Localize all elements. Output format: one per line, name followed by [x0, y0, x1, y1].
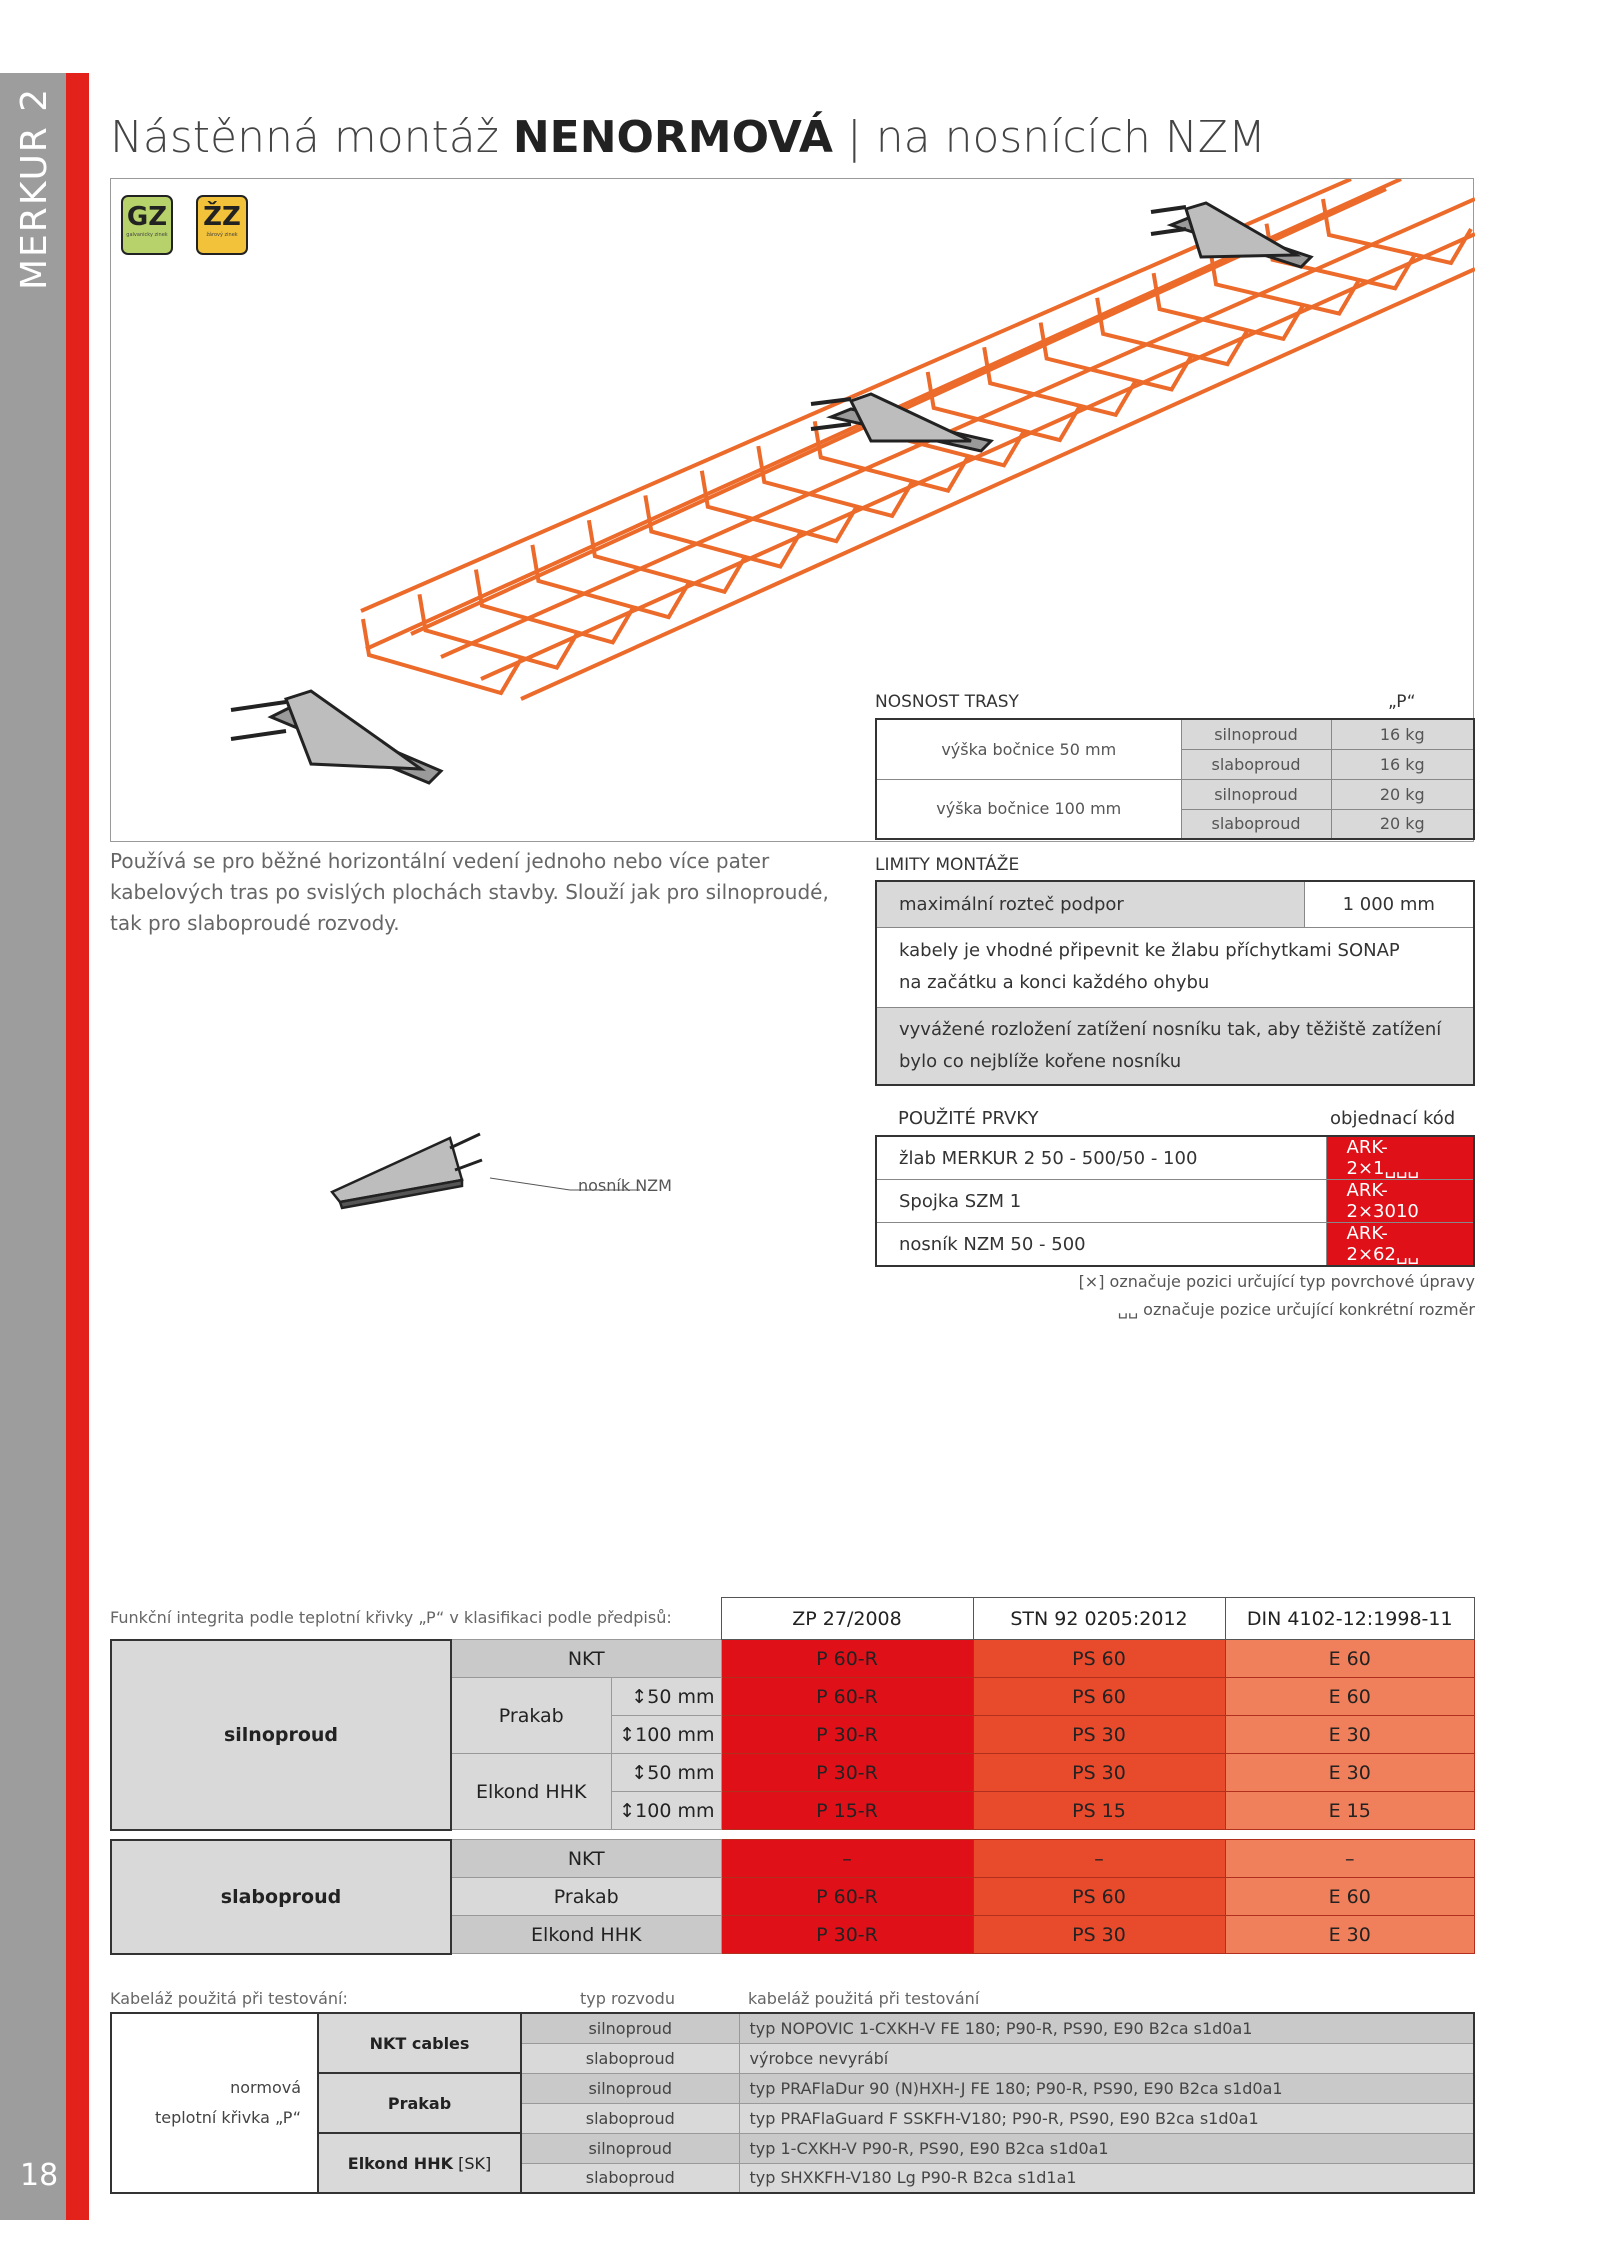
fi-value: P 60-R: [721, 1678, 973, 1716]
fi-value: E 30: [1225, 1716, 1475, 1754]
cab-cable: Prakab: [318, 2073, 521, 2133]
intro-text: Používá se pro běžné horizontální vedení jednoho nebo více pater kabelových tras po svislých plochách stavby. Slouží jak pro silnoproudé, tak pro slaboproudé rozvody.: [110, 849, 829, 935]
fi-value: –: [1225, 1840, 1475, 1878]
title-bold: NENORMOVÁ: [512, 112, 833, 163]
note-dimension: ␣␣ označuje pozice určující konkrétní rozměr: [1117, 1300, 1475, 1319]
nosnost-value: 16 kg: [1331, 749, 1474, 779]
sidebar: [0, 73, 66, 2220]
nosnik-illustration: [330, 1130, 690, 1210]
cab-desc: typ PRAFlaGuard F SSKFH-V180; P90-R, PS90, E90 B2ca s1d0a1: [739, 2103, 1474, 2133]
cab-type: silnoproud: [521, 2073, 739, 2103]
fi-value: PS 30: [973, 1754, 1225, 1792]
fi-value: P 60-R: [721, 1640, 973, 1678]
badge-gz-code: GZ: [126, 202, 168, 232]
fi-sub: Elkond HHK: [451, 1916, 721, 1954]
page-number: 18: [20, 2158, 59, 2193]
table-row: [876, 1007, 1474, 1085]
cab-cable: [318, 2133, 521, 2193]
fi-height: ↕50 mm: [611, 1678, 721, 1716]
nosnost-table: [875, 718, 1475, 840]
cab-group-1: normová: [230, 2078, 301, 2097]
limity-title: LIMITY MONTÁŽE: [875, 855, 1020, 875]
prvky-name: nosník NZM 50 - 500: [876, 1223, 1326, 1267]
fire-integrity-label: Funkční integrita podle teplotní křivky „P“ v klasifikaci podle předpisů:: [110, 1608, 672, 1627]
badge-zz-caption: žárový zinek: [206, 232, 238, 238]
fi-value: PS 60: [973, 1640, 1225, 1678]
cab-type: silnoproud: [521, 2013, 739, 2043]
cab-type: slaboproud: [521, 2163, 739, 2193]
fi-value: –: [973, 1840, 1225, 1878]
prvky-title: POUŽITÉ PRVKY: [898, 1108, 1039, 1129]
cab-cable: NKT cables: [318, 2013, 521, 2073]
nosnost-title: NOSNOST TRASY: [875, 692, 1019, 712]
cab-type: slaboproud: [521, 2103, 739, 2133]
section-label: MERKUR 2: [14, 86, 55, 290]
table-row: [876, 1136, 1474, 1180]
fi-sub: Prakab: [451, 1678, 611, 1754]
prvky-name: Spojka SZM 1: [876, 1180, 1326, 1223]
nosnost-type: silnoproud: [1181, 719, 1331, 749]
limity-note-2: [876, 1007, 1474, 1085]
cab-cable-suffix: [SK]: [458, 2153, 492, 2173]
cab-desc: typ NOPOVIC 1-CXKH-V FE 180; P90-R, PS90, E90 B2ca s1d0a1: [739, 2013, 1474, 2043]
cables-title-mid: typ rozvodu: [580, 1989, 675, 2008]
fi-value: P 60-R: [721, 1878, 973, 1916]
prvky-name: žlab MERKUR 2 50 - 500/50 - 100: [876, 1136, 1326, 1180]
fi-value: P 30-R: [721, 1916, 973, 1954]
fi-header: STN 92 0205:2012: [973, 1598, 1225, 1640]
fi-gap: [111, 1830, 1475, 1840]
nosnost-col: „P“: [1388, 692, 1416, 712]
table-row: [876, 779, 1474, 809]
cab-desc: typ 1-CXKH-V P90-R, PS90, E90 B2ca s1d0a1: [739, 2133, 1474, 2163]
nosnost-type: silnoproud: [1181, 779, 1331, 809]
cab-type: silnoproud: [521, 2133, 739, 2163]
limity-note-2b: bylo co nejblíže kořene nosníku: [899, 1050, 1182, 1072]
table-row: [111, 1640, 1475, 1678]
fi-height: ↕50 mm: [611, 1754, 721, 1792]
title-rest: | na nosnících NZM: [832, 112, 1266, 163]
fi-value: PS 60: [973, 1878, 1225, 1916]
prvky-code: ARK-2×62␣␣: [1326, 1223, 1474, 1267]
limity-note-1a: kabely je vhodné připevnit ke žlabu příchytkami SONAP: [899, 940, 1400, 961]
nosnost-value: 16 kg: [1331, 719, 1474, 749]
fi-sub: Elkond HHK: [451, 1754, 611, 1830]
table-row: [876, 719, 1474, 749]
prvky-table: [875, 1135, 1475, 1267]
fi-value: P 15-R: [721, 1792, 973, 1830]
fi-height: ↕100 mm: [611, 1716, 721, 1754]
fi-value: PS 30: [973, 1716, 1225, 1754]
fi-value: E 60: [1225, 1878, 1475, 1916]
fi-value: E 30: [1225, 1916, 1475, 1954]
sidebar-stripe: [66, 73, 89, 2220]
fi-value: PS 15: [973, 1792, 1225, 1830]
fi-value: E 30: [1225, 1754, 1475, 1792]
fi-header: DIN 4102-12:1998-11: [1225, 1598, 1475, 1640]
prvky-code: ARK-2×3010: [1326, 1180, 1474, 1223]
title-light: Nástěnná montáž: [110, 112, 513, 163]
fi-sub: NKT: [451, 1840, 721, 1878]
prvky-code-header: objednací kód: [1330, 1108, 1456, 1129]
cab-desc: typ PRAFlaDur 90 (N)HXH-J FE 180; P90-R, PS90, E90 B2ca s1d0a1: [739, 2073, 1474, 2103]
nosnost-group: výška bočnice 100 mm: [876, 779, 1181, 839]
fi-sub: NKT: [451, 1640, 721, 1678]
badge-gz-caption: galvanicky zinek: [126, 232, 168, 238]
nosnik-bracket-icon: [332, 1138, 462, 1208]
table-row: [111, 2013, 1474, 2043]
limity-value: 1 000 mm: [1304, 881, 1474, 927]
fi-sub: Prakab: [451, 1878, 721, 1916]
nosnost-group: výška bočnice 50 mm: [876, 719, 1181, 779]
fi-group-slaboproud: slaboproud: [111, 1840, 451, 1954]
cab-group: [111, 2013, 318, 2193]
fi-value: –: [721, 1840, 973, 1878]
anchor-bolts-icon: [231, 207, 1186, 739]
limity-note-2a: vyvážené rozložení zatížení nosníku tak, aby těžiště zatížení: [899, 1018, 1442, 1040]
nosnost-value: 20 kg: [1331, 809, 1474, 839]
cab-type: slaboproud: [521, 2043, 739, 2073]
badge-zz-code: ŽZ: [203, 202, 241, 232]
cab-desc: výrobce nevyrábí: [739, 2043, 1474, 2073]
cables-title-left: Kabeláž použitá při testování:: [110, 1989, 348, 2008]
nosnost-value: 20 kg: [1331, 779, 1474, 809]
table-row: [876, 881, 1474, 927]
note-surface: [×] označuje pozici určující typ povrchové úpravy: [1078, 1272, 1475, 1291]
table-row: [876, 1180, 1474, 1223]
fi-value: P 30-R: [721, 1716, 973, 1754]
limity-table: [875, 880, 1475, 1086]
cables-title-right: kabeláž použitá při testování: [748, 1989, 980, 2008]
fi-value: E 15: [1225, 1792, 1475, 1830]
limity-label: maximální rozteč podpor: [876, 881, 1304, 927]
table-row: [876, 927, 1474, 1007]
limity-note-1b: na začátku a konci každého ohybu: [899, 972, 1210, 993]
fi-value: PS 30: [973, 1916, 1225, 1954]
prvky-code: ARK-2×1␣␣␣: [1326, 1136, 1474, 1180]
fi-value: E 60: [1225, 1678, 1475, 1716]
cab-cable-name: Elkond HHK: [347, 2153, 453, 2173]
fi-value: P 30-R: [721, 1754, 973, 1792]
cab-desc: typ SHXKFH-V180 Lg P90-R B2ca s1d1a1: [739, 2163, 1474, 2193]
table-row: [111, 1840, 1475, 1878]
table-row: [876, 1223, 1474, 1267]
fi-spacer: [111, 1598, 721, 1640]
fire-integrity-table: [110, 1597, 1475, 1955]
limity-note-1: [876, 927, 1474, 1007]
page-title: [110, 112, 1266, 163]
nosnost-type: slaboproud: [1181, 809, 1331, 839]
leader-line: [490, 1178, 570, 1190]
fi-value: PS 60: [973, 1678, 1225, 1716]
fi-value: E 60: [1225, 1640, 1475, 1678]
fi-group-silnoproud: silnoproud: [111, 1640, 451, 1830]
fi-header: ZP 27/2008: [721, 1598, 973, 1640]
cab-group-2: teplotní křivka „P“: [154, 2108, 301, 2127]
nosnik-label: nosník NZM: [578, 1176, 672, 1195]
cables-table: [110, 2012, 1475, 2194]
nosnost-type: slaboproud: [1181, 749, 1331, 779]
table-row: [111, 1598, 1475, 1640]
fi-height: ↕100 mm: [611, 1792, 721, 1830]
